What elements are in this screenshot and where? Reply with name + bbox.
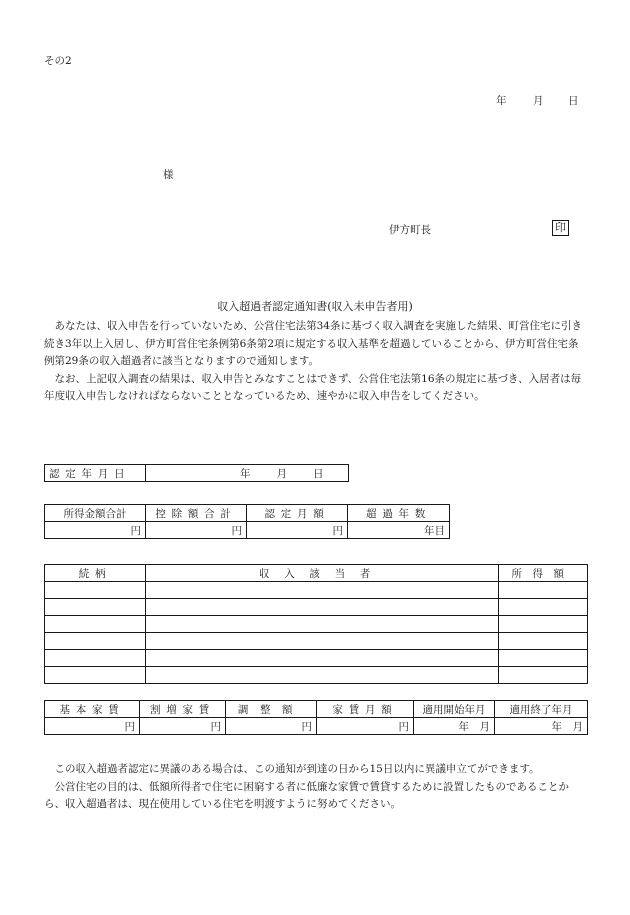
header-basic-rent: 基本家賃 bbox=[45, 701, 140, 718]
header-excess-years: 超過年数 bbox=[348, 505, 450, 522]
table-row bbox=[45, 667, 588, 684]
table-row bbox=[45, 650, 588, 667]
footer-text bbox=[44, 761, 589, 814]
date-month: 月 bbox=[533, 95, 544, 107]
header-start-month: 適用開始年月 bbox=[414, 701, 495, 718]
table-row bbox=[45, 616, 588, 633]
certification-date-label: 認定年月日 bbox=[45, 465, 146, 482]
rent-table bbox=[44, 700, 588, 735]
header-monthly-amount: 認定月額 bbox=[247, 505, 348, 522]
date-day: 日 bbox=[568, 95, 579, 107]
header-adjustment: 調整額 bbox=[226, 701, 317, 718]
seal-mark: 印 bbox=[552, 220, 569, 236]
footer-paragraph: この収入超過者認定に異議のある場合は、この通知が到達の日から15日以内に異議申立てができます。 bbox=[54, 763, 540, 775]
unit-basic-rent: 円 bbox=[45, 718, 140, 735]
header-total-income: 所得金額合計 bbox=[45, 505, 146, 522]
unit-adjustment: 円 bbox=[226, 718, 317, 735]
table-row bbox=[45, 599, 588, 616]
income-table bbox=[44, 504, 450, 539]
certification-date-table bbox=[44, 464, 349, 482]
table-row bbox=[45, 582, 588, 599]
unit-monthly-rent: 円 bbox=[317, 718, 414, 735]
table-row bbox=[45, 633, 588, 650]
body-paragraph: なお、上記収入調査の結果は、収入申告とみなすことはできず、公営住宅法第16条の規定に基づき、入居者は毎年度収入申告しなければならないこととなっているため、速やかに収入申告をしてください。 bbox=[44, 372, 582, 402]
unit-total-deduction: 円 bbox=[146, 522, 247, 539]
form-number: その2 bbox=[44, 55, 72, 67]
header-applicable-person: 収入該当者 bbox=[146, 565, 499, 582]
certification-date-value: 年 月 日 bbox=[146, 465, 349, 482]
unit-end-month: 年 月 bbox=[495, 718, 588, 735]
unit-start-month: 年 月 bbox=[414, 718, 495, 735]
header-end-month: 適用終了年月 bbox=[495, 701, 588, 718]
addressee-suffix: 様 bbox=[163, 169, 174, 181]
unit-excess-years: 年目 bbox=[348, 522, 450, 539]
members-table bbox=[44, 564, 588, 684]
sender-name: 伊方町長 bbox=[389, 224, 431, 236]
document-title: 収入超過者認定通知書(収入未申告者用) bbox=[217, 300, 413, 313]
body-text bbox=[44, 318, 589, 406]
header-income-amount: 所得額 bbox=[499, 565, 588, 582]
header-monthly-rent: 家賃月額 bbox=[317, 701, 414, 718]
date-year: 年 bbox=[496, 95, 507, 107]
unit-surcharge-rent: 円 bbox=[140, 718, 226, 735]
header-total-deduction: 控除額合計 bbox=[146, 505, 247, 522]
header-surcharge-rent: 割増家賃 bbox=[140, 701, 226, 718]
header-relation: 続柄 bbox=[45, 565, 146, 582]
unit-total-income: 円 bbox=[45, 522, 146, 539]
unit-monthly-amount: 円 bbox=[247, 522, 348, 539]
footer-paragraph: 公営住宅の目的は、低額所得者で住宅に困窮する者に低廉な家賃で賃貸するために設置したものであることから、収入超過者は、現在使用している住宅を明渡すように努めてください。 bbox=[44, 780, 569, 810]
body-paragraph: あなたは、収入申告を行っていないため、公営住宅法第34条に基づく収入調査を実施した結果、町営住宅に引き続き3年以上入居し、伊方町営住宅条例第6条第2項に規定する収入基準を超過していることから、伊方町営住宅条例第29条の収入超過者に該当となりますので通知します。 bbox=[44, 320, 582, 367]
